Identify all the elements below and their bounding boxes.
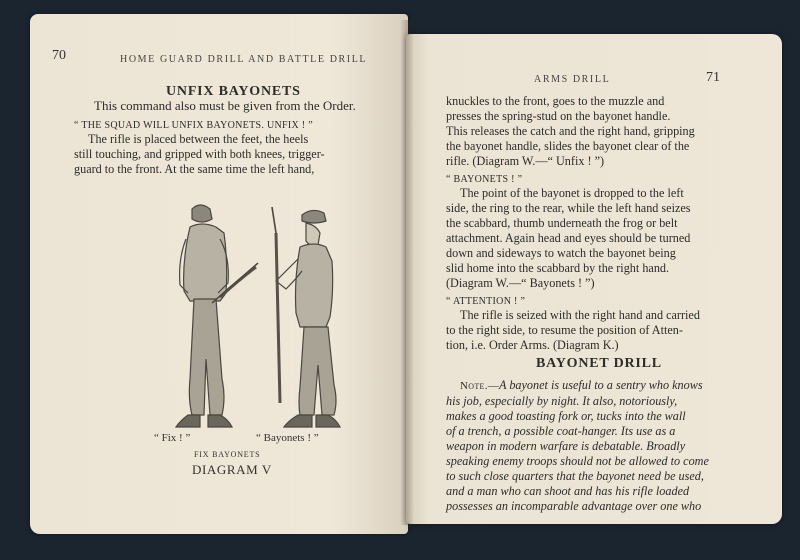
text-line: down and sideways to watch the bayonet being — [446, 246, 676, 260]
text-line: his job, especially by night. It also, notoriously, — [446, 394, 678, 408]
text-line: presses the spring-stud on the bayonet handle. — [446, 109, 671, 123]
soldier-right-figure — [272, 207, 340, 427]
paragraph-1 — [446, 94, 762, 169]
soldier-left-figure — [176, 205, 258, 427]
text-line: A bayonet is useful to a sentry who knows — [499, 378, 703, 392]
command-unfix: “ THE SQUAD WILL UNFIX BAYONETS. UNFIX ! ” — [74, 120, 313, 131]
text-line: rifle. (Diagram W.—“ Unfix ! ”) — [446, 154, 605, 168]
left-page — [30, 14, 408, 534]
text-line: slid home into the scabbard by the right hand. — [446, 261, 670, 275]
text-line: knuckles to the front, goes to the muzzle and — [446, 94, 665, 108]
text-line: side, the ring to the rear, while the left hand seizes — [446, 201, 691, 215]
section-title-bayonet-drill: BAYONET DRILL — [536, 356, 662, 371]
text-line: tion, i.e. Order Arms. (Diagram K.) — [446, 338, 619, 352]
body-line: still touching, and gripped with both knees, trigger- — [74, 147, 325, 161]
text-line: weapon in modern warfare is debatable. Broadly — [446, 439, 686, 453]
section-title-unfix: UNFIX BAYONETS — [166, 84, 301, 99]
text-line: makes a good toasting fork or, tucks into the wall — [446, 409, 686, 423]
note-first-line — [446, 378, 762, 394]
running-head-left: HOME GUARD DRILL AND BATTLE DRILL — [120, 54, 368, 65]
note-label: Note.— — [460, 380, 500, 392]
body-paragraph-left — [74, 132, 396, 177]
book-gutter-shadow — [400, 20, 414, 525]
text-line: (Diagram W.—“ Bayonets ! ”) — [446, 276, 595, 290]
text-line: to the right side, to resume the position of Atten- — [446, 323, 683, 337]
text-line: possesses an incomparable advantage over one who — [446, 499, 702, 513]
text-line: of a trench, a possible coat-hanger. Its use as a — [446, 424, 676, 438]
text-line: This releases the catch and the right hand, gripping — [446, 124, 695, 138]
text-line: and a man who can shoot and has his rifle loaded — [446, 484, 690, 498]
text-line: the bayonet handle, slides the bayonet clear of the — [446, 139, 690, 153]
body-line: guard to the front. At the same time the left hand, — [74, 162, 315, 176]
text-line: the scabbard, thumb underneath the frog or belt — [446, 216, 678, 230]
diagram-v-illustration — [150, 199, 360, 439]
text-line: The rifle is seized with the right hand and carried — [460, 308, 700, 322]
paragraph-3 — [446, 308, 762, 353]
intro-text: This command also must be given from the Order. — [94, 98, 356, 113]
caption-fix: “ Fix ! ” — [154, 432, 191, 444]
page-number-right: 71 — [706, 70, 720, 85]
text-line: attachment. Again head and eyes should be turned — [446, 231, 691, 245]
text-line: to such close quarters that the bayonet need be used, — [446, 469, 704, 483]
text-line: speaking enemy troops should not be allowed to come — [446, 454, 709, 468]
right-page — [406, 34, 782, 524]
diagram-label: DIAGRAM V — [192, 462, 272, 477]
page-number-left: 70 — [52, 48, 66, 63]
caption-bayonets: “ Bayonets ! ” — [256, 432, 319, 444]
text-line: The point of the bayonet is dropped to the left — [460, 186, 684, 200]
running-head-right: ARMS DRILL — [534, 74, 611, 85]
figure-subtitle: FIX BAYONETS — [194, 450, 261, 459]
command-bayonets: “ BAYONETS ! ” — [446, 174, 523, 185]
command-attention: “ ATTENTION ! ” — [446, 296, 526, 307]
paragraph-2 — [446, 186, 762, 291]
body-line: The rifle is placed between the feet, the heels — [88, 132, 309, 146]
note-paragraph — [446, 378, 762, 514]
